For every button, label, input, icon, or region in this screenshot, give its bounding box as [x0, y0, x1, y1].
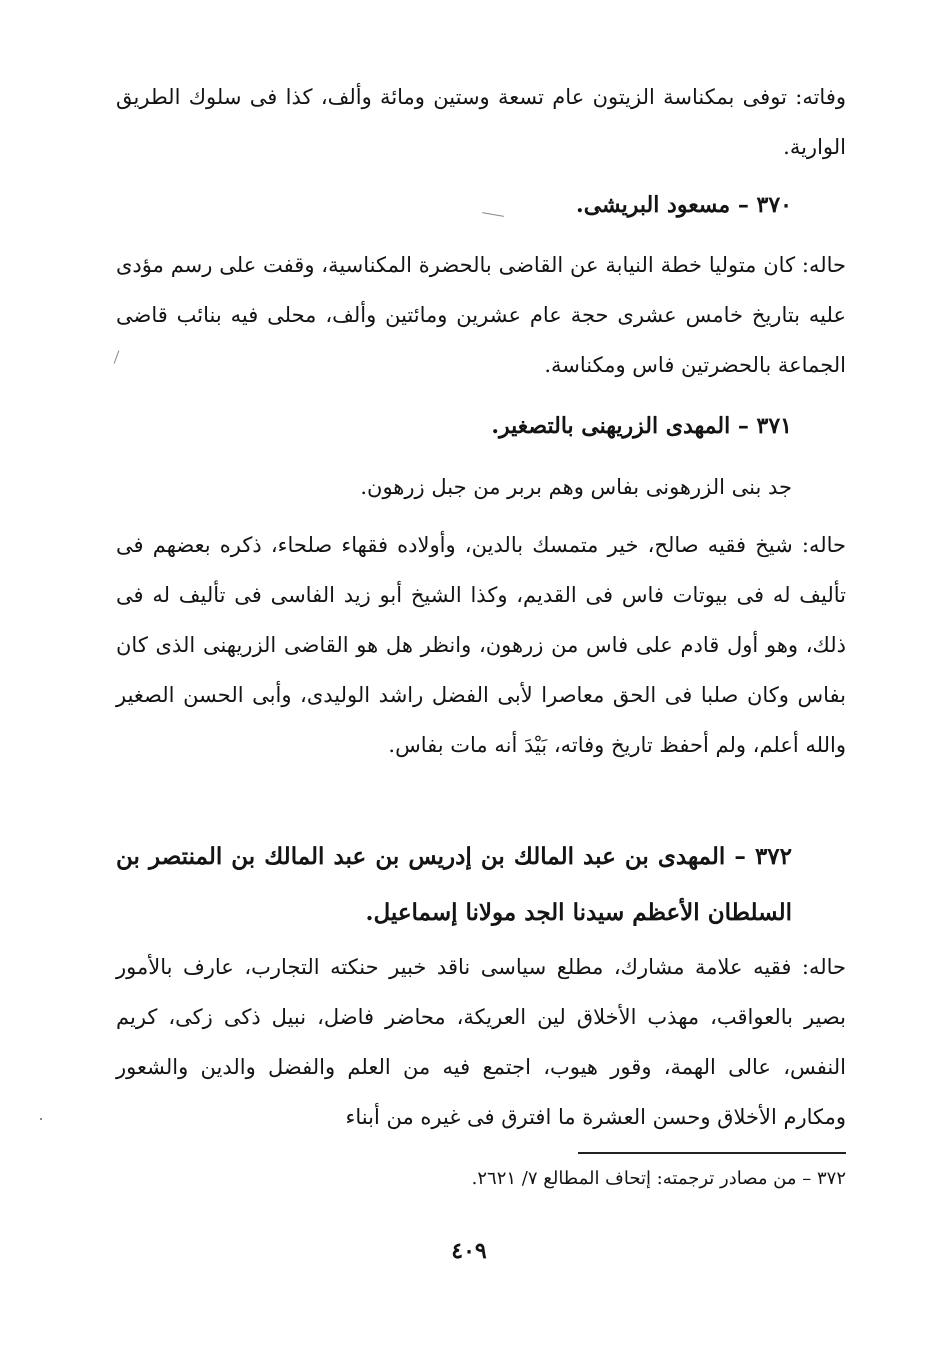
paragraph-entry-371-lineage: جد بنى الزرهونى بفاس وهم بربر من جبل زرهون.	[360, 475, 792, 499]
paragraph-entry-371-biography: حاله: شيخ فقيه صالح، خير متمسك بالدين، وأولاده فقهاء صلحاء، ذكره بعضهم فى تأليف له فى بيوتات فاس فى القديم، وكذا الشيخ أبو زيد الفاسى فى تأليف له فى ذلك، وهو أول قادم على فاس من زرهون، وانظر هل هو القاضى الزريهنى الذى كان بفاس وكان صلبا فى الحق معاصرا لأبى الفضل راشد الوليدى، وأبى الحسن الصغير والله أعلم، ولم أحفظ تاريخ وفاته، بَيْدَ أنه مات بفاس.	[116, 533, 846, 757]
entry-heading-371: ٣٧١ – المهدى الزريهنى بالتصغير.	[491, 413, 792, 439]
scan-speck	[40, 1118, 42, 1120]
scan-speck	[482, 212, 504, 217]
entry-heading-370: ٣٧٠ – مسعود البريشى.	[576, 192, 792, 218]
footnote-separator	[578, 1152, 846, 1154]
page-number: ٤٠٩	[451, 1238, 487, 1264]
paragraph-entry-372: حاله: فقيه علامة مشارك، مطلع سياسى ناقد خبير حنكته التجارب، عارف بالأمور بصير بالعواقب، مهذب الأخلاق لين العريكة، محاضر فاضل، نبيل ذكى زكى، كريم النفس، عالى الهمة، وقور هيوب، اجتمع فيه من العلم والفضل والدين والشعور ومكارم الأخلاق وحسن العشرة ما افترق فى غيره من أبناء	[116, 955, 846, 1129]
paragraph-death-note: وفاته: توفى بمكناسة الزيتون عام تسعة وستين ومائة وألف، كذا فى سلوك الطريق الوارية.	[116, 85, 846, 159]
footnote: ٣٧٢ – من مصادر ترجمته: إتحاف المطالع ٧/ ٢٦٢١.	[471, 1168, 846, 1189]
entry-heading-372: ٣٧٢ – المهدى بن عبد المالك بن إدريس بن عبد المالك بن المنتصر بن السلطان الأعظم سيدنا الجد مولانا إسماعيل.	[116, 843, 792, 926]
paragraph-entry-370: حاله: كان متوليا خطة النيابة عن القاضى بالحضرة المكناسية، وقفت على رسم مؤدى عليه بتاريخ خامس عشرى حجة عام عشرين ومائتين وألف، محلى فيه بنائب قاضى الجماعة بالحضرتين فاس ومكناسة.	[116, 253, 846, 377]
